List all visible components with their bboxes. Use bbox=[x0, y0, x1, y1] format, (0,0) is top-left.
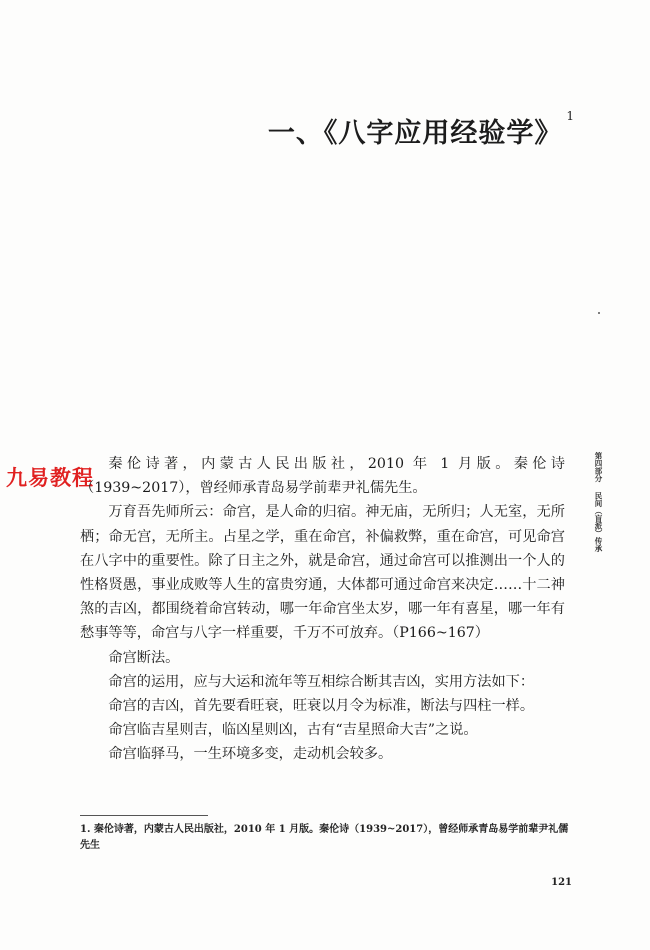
side-label-part: 第四部分 bbox=[594, 452, 603, 482]
paragraph: 秦伦诗著，内蒙古人民出版社，2010 年 1 月版。秦伦诗（1939~2017），曾经师承青岛易学前辈尹礼儒先生。 bbox=[80, 456, 565, 497]
footnote-marker: 1 bbox=[566, 109, 575, 124]
running-side-label bbox=[591, 452, 603, 552]
footnote: 1. 秦伦诗著，内蒙古人民出版社，2010 年 1 月版。秦伦诗（1939~2017），曾经师承青岛易学前辈尹礼儒先生 bbox=[80, 824, 569, 851]
paragraph: 命宫临吉星则吉，临凶星则凶，古有“吉星照命大吉”之说。 bbox=[108, 722, 478, 739]
watermark-logo: 九易教程 bbox=[6, 466, 94, 490]
body-text bbox=[80, 452, 565, 767]
paragraph: 万育吾先师所云：命宫，是人命的归宿。神无庙，无所归；人无室，无所栖；命无宫，无所主。占星之学，重在命宫，补偏救弊，重在命宫，可见命宫在八字中的重要性。除了日主之外，就是命宫，通过命宫可以推测出一个人的性格贤愚，事业成败等人生的富贵穷通，大体都可通过命宫来决定……十二神煞的吉凶，都围绕着命宫转动，哪一年命宫坐太岁，哪一年有喜星，哪一年有愁事等等，命宫与八字一样重要，千万不可放弃。（P166~167） bbox=[80, 504, 565, 642]
paragraph: 命宫的吉凶，首先要看旺衰，旺衰以月令为标准，断法与四柱一样。 bbox=[108, 698, 535, 715]
page-number: 121 bbox=[551, 877, 572, 888]
side-label-section: 民间（盲派）传承 bbox=[594, 492, 603, 552]
scan-speck bbox=[598, 312, 600, 314]
paragraph: 命宫的运用，应与大运和流年等互相综合断其吉凶，实用方法如下： bbox=[108, 673, 535, 690]
section-title bbox=[268, 111, 575, 150]
section-title-text: 一、《八字应用经验学》 bbox=[267, 118, 563, 150]
footnote-divider bbox=[80, 815, 208, 816]
paragraph: 命宫临驿马，一生环境多变，走动机会较多。 bbox=[108, 746, 393, 763]
paragraph: 命宫断法。 bbox=[108, 649, 180, 666]
